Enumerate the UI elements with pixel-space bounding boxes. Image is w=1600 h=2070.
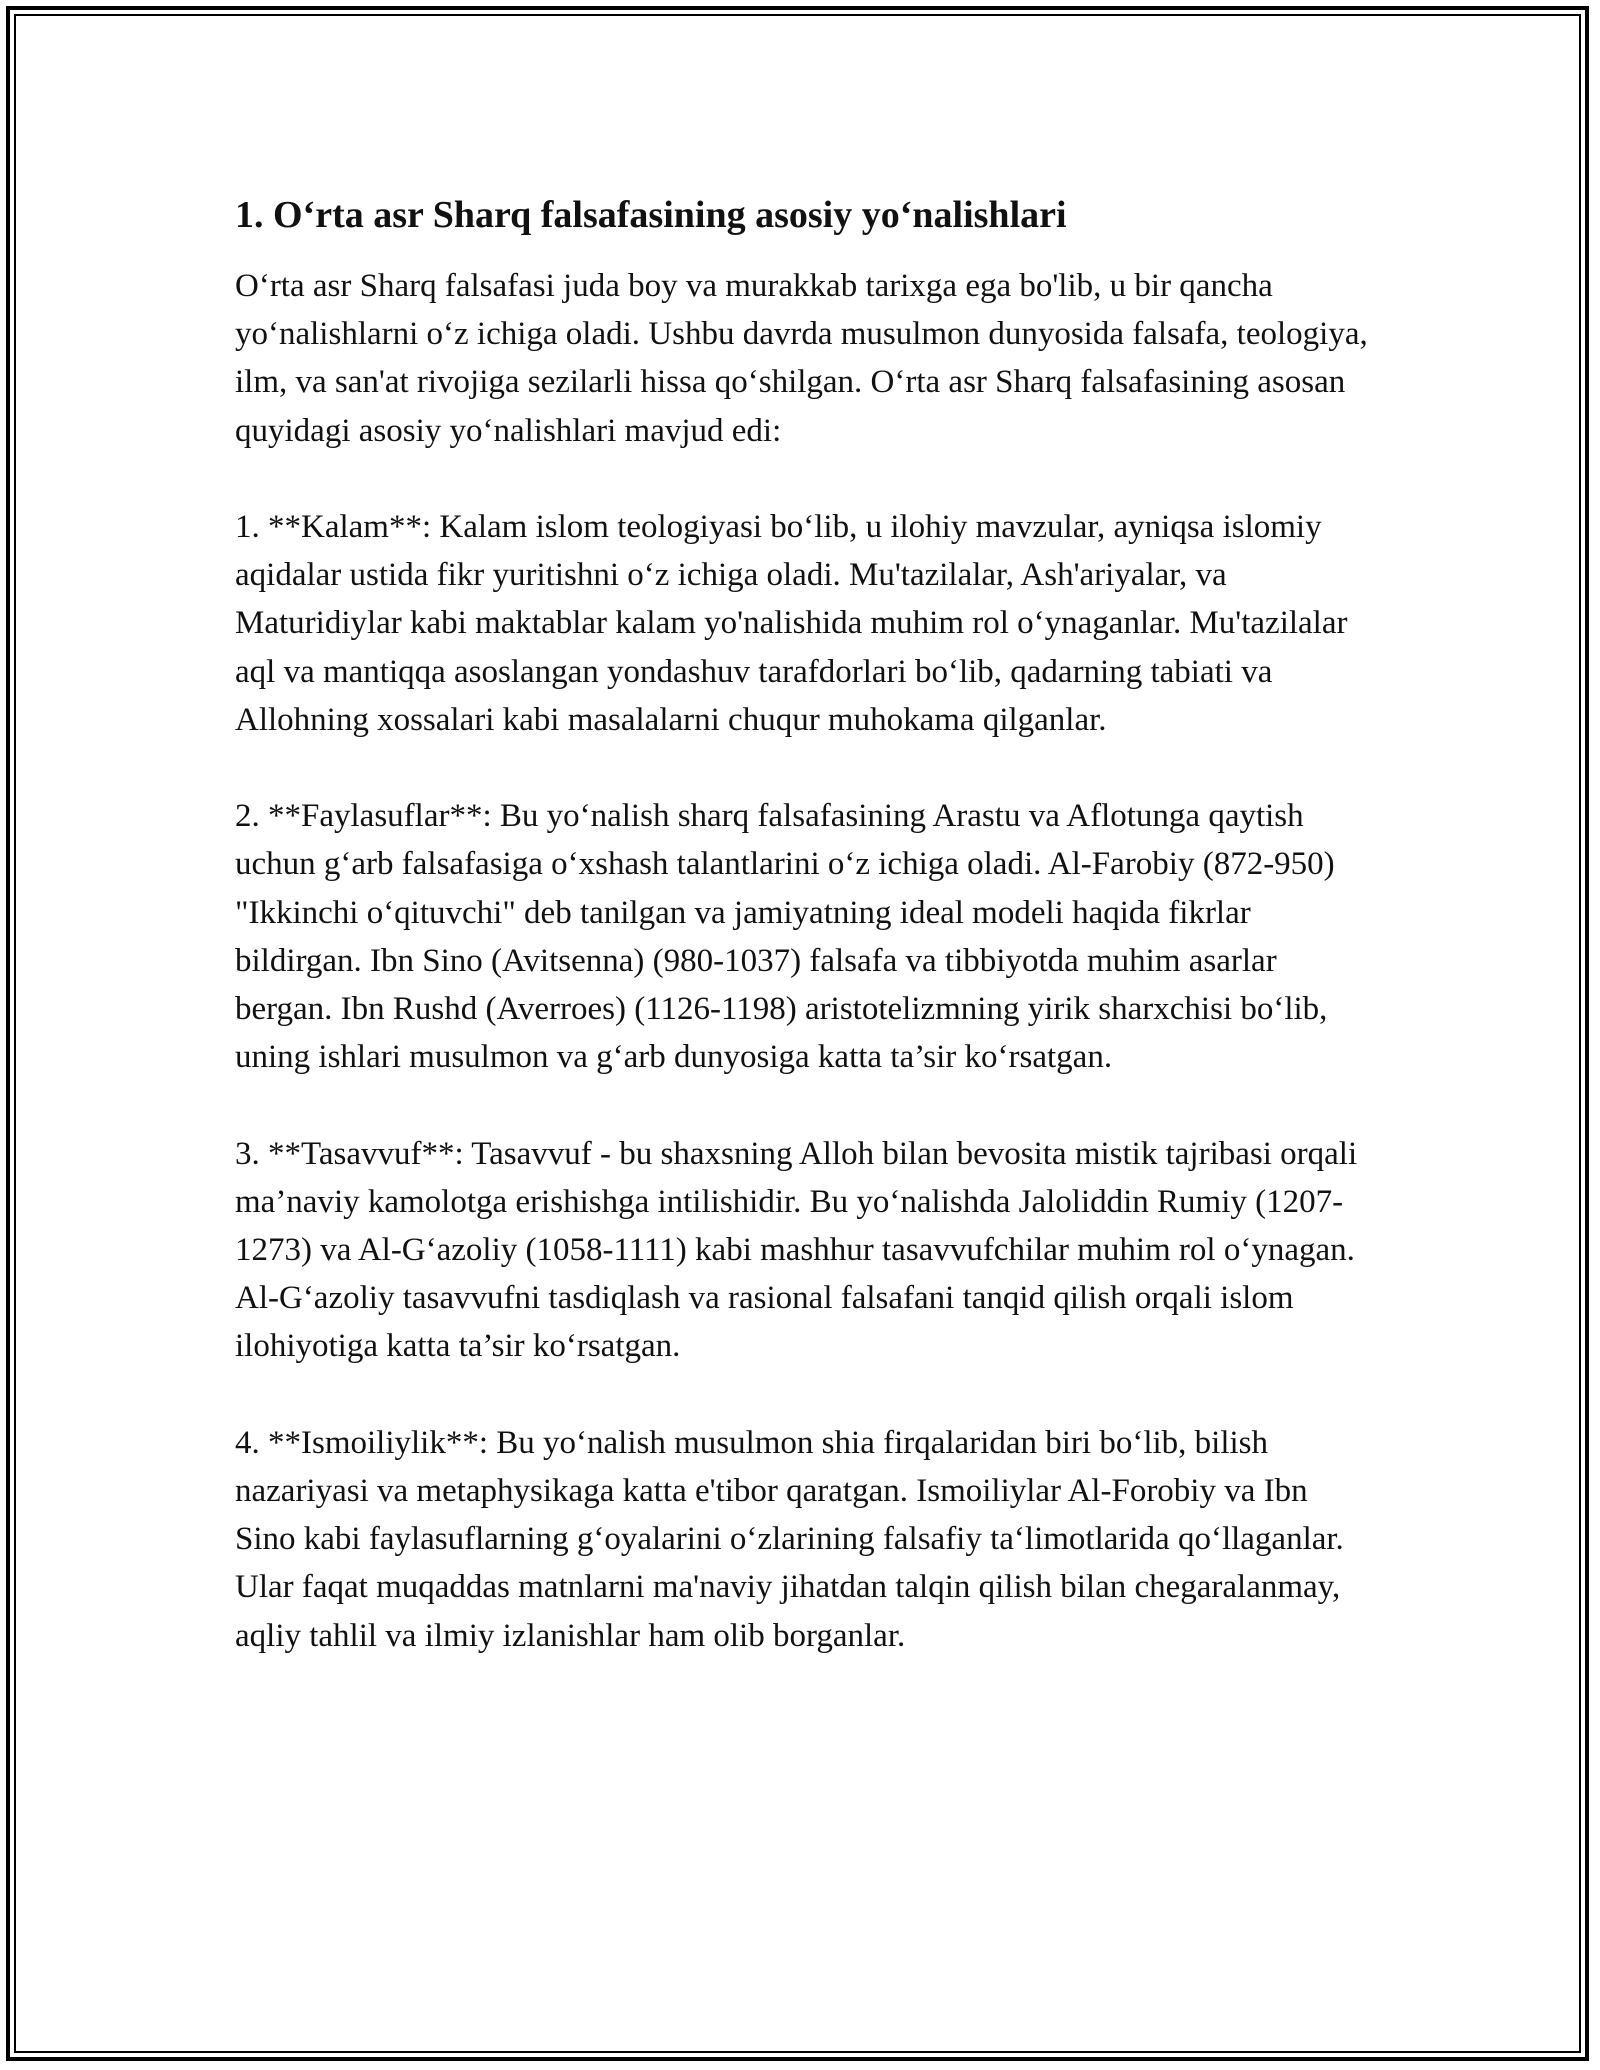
section-heading: 1. Oʻrta asr Sharq falsafasining asosiy yoʻnalishlari xyxy=(235,194,1067,236)
tasavvuf-paragraph: 3. **Tasavvuf**: Tasavvuf - bu shaxsning Alloh bilan bevosita mistik tajribasi orqali ma’naviy kamolotga erishishga intilishidir. Bu yoʻnalishda Jaloliddin Rumiy (1207-1273) va Al-Gʻazoliy (1058-1111) kabi mashhur tasavvufchilar muhim rol oʻynagan. Al-Gʻazoliy tasavvufni tasdiqlash va rasional falsafani tanqid qilish orqali islom ilohiyotiga katta ta’sir koʻrsatgan. xyxy=(235,1135,1358,1365)
document-body xyxy=(235,188,1375,1708)
faylasuflar-paragraph: 2. **Faylasuflar**: Bu yoʻnalish sharq falsafasining Arastu va Aflotunga qaytish uchun gʻarb falsafasiga oʻxshash talantlarini oʻz ichiga oladi. Al-Farobiy (872-950) "Ikkinchi oʻqituvchi" deb tanilgan va jamiyatning ideal modeli haqida fikrlar bildirgan. Ibn Sino (Avitsenna) (980-1037) falsafa va tibbiyotda muhim asarlar bergan. Ibn Rushd (Averroes) (1126-1198) aristotelizmning yirik sharxchisi boʻlib, uning ishlari musulmon va gʻarb dunyosiga katta ta’sir koʻrsatgan. xyxy=(235,798,1335,1076)
kalam-paragraph: 1. **Kalam**: Kalam islom teologiyasi boʻlib, u ilohiy mavzular, ayniqsa islomiy aqidalar ustida fikr yuritishni oʻz ichiga oladi. Mu'tazilalar, Ash'ariyalar, va Maturidiylar kabi maktablar kalam yo'nalishida muhim rol oʻynaganlar. Mu'tazilalar aql va mantiqqa asoslangan yondashuv tarafdorlari boʻlib, qadarning tabiati va Allohning xossalari kabi masalalarni chuqur muhokama qilganlar. xyxy=(235,509,1348,738)
intro-paragraph: Oʻrta asr Sharq falsafasi juda boy va murakkab tarixga ega bo'lib, u bir qancha yoʻnalishlarni oʻz ichiga oladi. Ushbu davrda musulmon dunyosida falsafa, teologiya, ilm, va san'at rivojiga sezilarli hissa qoʻshilgan. Oʻrta asr Sharq falsafasining asosan quyidagi asosiy yoʻnalishlari mavjud edi: xyxy=(235,268,1368,449)
ismoiliylik-paragraph: 4. **Ismoiliylik**: Bu yoʻnalish musulmon shia firqalaridan biri boʻlib, bilish nazariyasi va metaphysikaga katta e'tibor qaratgan. Ismoiliylar Al-Forobiy va Ibn Sino kabi faylasuflarning gʻoyalarini oʻzlarining falsafiy taʻlimotlarida qoʻllaganlar. Ular faqat muqaddas matnlarni ma'naviy jihatdan talqin qilish bilan chegaralanmay, aqliy tahlil va ilmiy izlanishlar ham olib borganlar. xyxy=(235,1424,1344,1654)
